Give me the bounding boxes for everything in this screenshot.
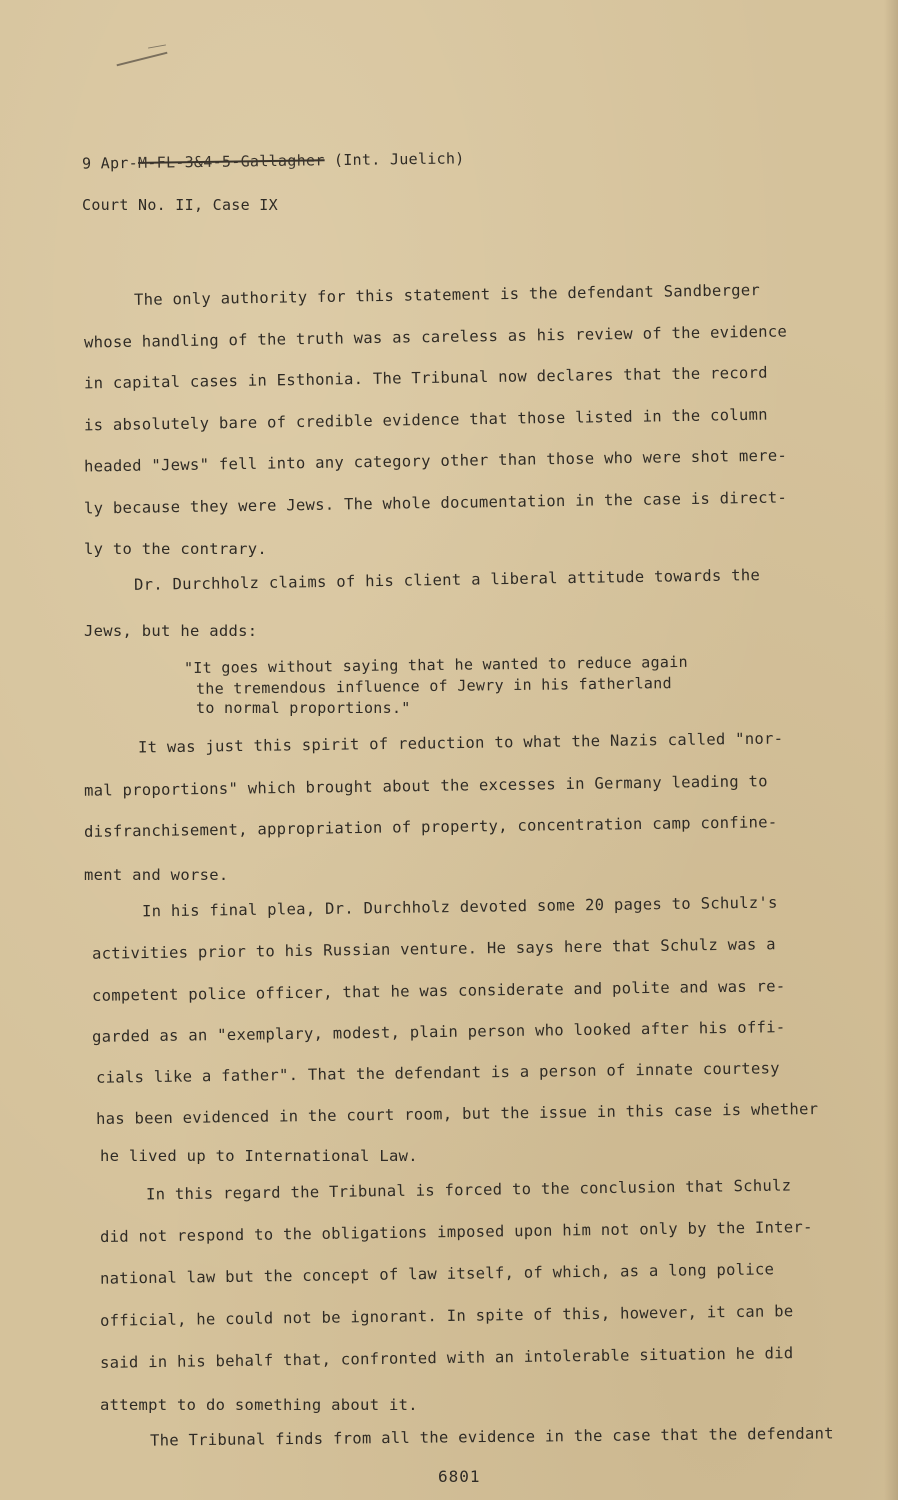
quote-line: "It goes without saying that he wanted to reduce again <box>183 652 688 678</box>
body-line: In this regard the Tribunal is forced to the conclusion that Schulz <box>145 1176 792 1204</box>
header-struck-reporter: M-FL-3&4-5-Gallagher <box>137 151 325 172</box>
body-line: national law but the concept of law itself, of which, as a long police <box>99 1260 775 1288</box>
body-line: whose handling of the truth was as careless as his review of the evidence <box>83 322 788 352</box>
body-line: ly to the contrary. <box>84 540 268 558</box>
body-line: In his final plea, Dr. Durchholz devoted some 20 pages to Schulz's <box>141 893 778 921</box>
body-line: Dr. Durchholz claims of his client a liberal attitude towards the <box>133 566 761 594</box>
body-line: said in his behalf that, confronted with an intolerable situation he did <box>99 1344 794 1372</box>
header-date-prefix: 9 Apr- <box>81 153 139 173</box>
body-line: ly because they were Jews. The whole documentation in the case is direct- <box>83 488 788 518</box>
header-date-line <box>82 149 465 172</box>
body-line: headed "Jews" fell into any category other than those who were shot mere- <box>83 446 788 476</box>
body-line: is absolutely bare of credible evidence that those listed in the column <box>83 405 768 435</box>
body-line: It was just this spirit of reduction to what the Nazis called "nor- <box>137 729 784 757</box>
body-line: mal proportions" which brought about the excesses in Germany leading to <box>83 772 768 800</box>
header-court-line: Court No. II, Case IX <box>82 196 278 214</box>
page-edge-shadow <box>884 0 898 1500</box>
quote-line: to normal proportions." <box>196 699 411 717</box>
body-line: he lived up to International Law. <box>100 1147 418 1165</box>
body-line: garded as an "exemplary, modest, plain person who looked after his offi- <box>91 1018 786 1046</box>
body-line: in capital cases in Esthonia. The Tribunal now declares that the record <box>83 363 768 393</box>
pencil-mark <box>117 52 168 67</box>
body-line: competent police officer, that he was considerate and polite and was re- <box>91 977 786 1005</box>
body-line: disfranchisement, appropriation of property, concentration camp confine- <box>83 813 778 841</box>
body-line: Jews, but he adds: <box>84 622 258 640</box>
body-line: The Tribunal finds from all the evidence in the case that the defendant <box>149 1424 834 1450</box>
page-number: 6801 <box>438 1467 481 1486</box>
body-line: official, he could not be ignorant. In spite of this, however, it can be <box>99 1302 794 1330</box>
pencil-mark-small <box>148 44 166 48</box>
body-line: cials like a father". That the defendant is a person of innate courtesy <box>95 1059 780 1087</box>
body-line: ment and worse. <box>84 866 229 884</box>
body-line: activities prior to his Russian venture. He says here that Schulz was a <box>91 935 776 963</box>
quote-line: the tremendous influence of Jewry in his fatherland <box>195 674 672 698</box>
body-line: The only authority for this statement is the defendant Sandberger <box>133 281 761 309</box>
body-line: has been evidenced in the court room, but the issue in this case is whether <box>95 1099 819 1129</box>
header-interpreter: (Int. Juelich) <box>324 149 465 170</box>
body-line: did not respond to the obligations imposed upon him not only by the Inter- <box>99 1218 813 1246</box>
body-line: attempt to do something about it. <box>100 1396 418 1414</box>
